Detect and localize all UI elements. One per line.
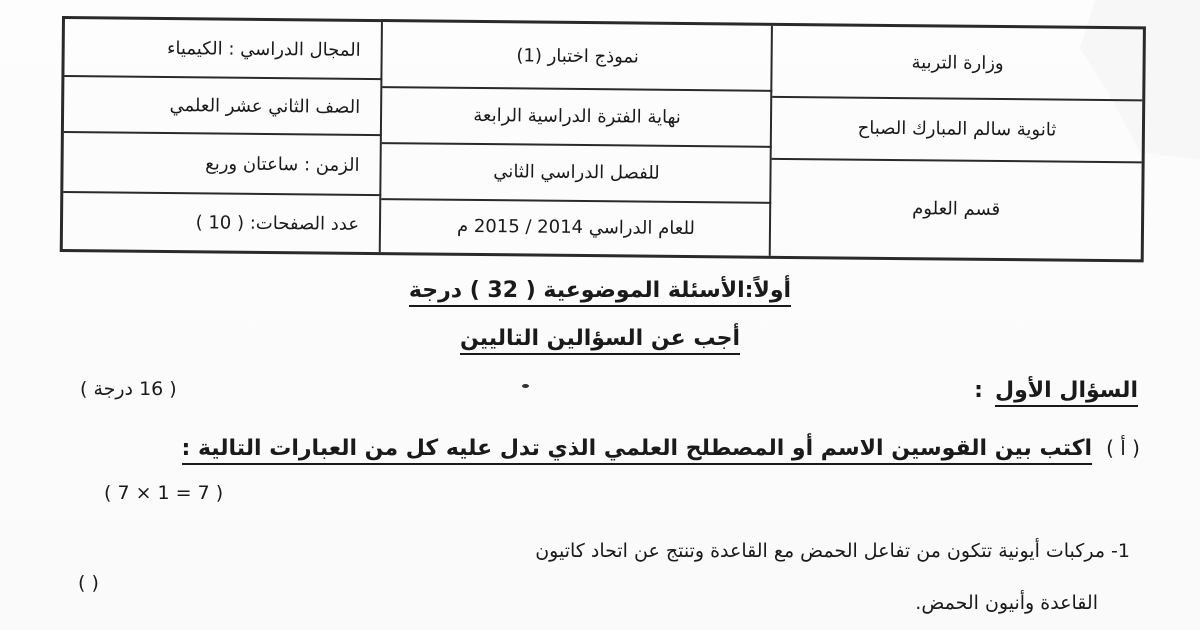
header-school: ثانوية سالم المبارك الصباح: [772, 96, 1143, 164]
header-subject: المجال الدراسي : الكيمياء: [64, 19, 383, 80]
header-middle-column: [379, 22, 773, 256]
header-department: قسم العلوم: [912, 197, 1001, 220]
section-title: [0, 278, 1200, 303]
question1-colon: :: [974, 378, 983, 403]
header-left-column: [63, 19, 383, 252]
question1-label: السؤال الأول: [995, 378, 1138, 407]
header-exam-model: نموذج اختبار (1): [382, 22, 773, 92]
ink-dot: [522, 384, 529, 388]
header-academic-year: للعام الدراسي 2014 / 2015 م: [456, 215, 696, 239]
header-ministry: وزارة التربية: [772, 26, 1143, 102]
header-semester: للفصل الدراسي الثاني: [381, 142, 772, 204]
question1-heading: [974, 378, 1138, 403]
header-duration: الزمن : ساعتان وربع: [63, 133, 382, 196]
header-right-column: [769, 26, 1143, 260]
part-a-instruction: اكتب بين القوسين الاسم أو المصطلح العلمي الذي تدل عليه كل من العبارات التالية :: [182, 436, 1093, 465]
header-period: نهاية الفترة الدراسية الرابعة: [382, 86, 773, 148]
part-a-prefix: ( أ ): [1106, 436, 1140, 460]
question1-marks: ( 16 درجة ): [80, 378, 177, 400]
part-a-line: [182, 436, 1141, 461]
answer-brackets: ( ): [78, 572, 99, 594]
part-a-marks: ( 7 × 1 = 7 ): [104, 482, 224, 504]
item1-line1: 1- مركبات أيونية تتكون من تفاعل الحمض مع القاعدة وتنتج عن اتحاد كاتيون: [535, 540, 1130, 562]
header-grade: الصف الثاني عشر العلمي: [64, 77, 383, 136]
header-page-count: عدد الصفحات: ( 10 ): [195, 211, 360, 235]
exam-header-table: [60, 16, 1146, 262]
section-instruction-text: أجب عن السؤالين التاليين: [460, 326, 740, 355]
section-title-text: أولاً:الأسئلة الموضوعية ( 32 ) درجة: [409, 278, 791, 307]
item1-line2: القاعدة وأنيون الحمض.: [915, 592, 1098, 614]
section-instruction: [0, 326, 1200, 351]
